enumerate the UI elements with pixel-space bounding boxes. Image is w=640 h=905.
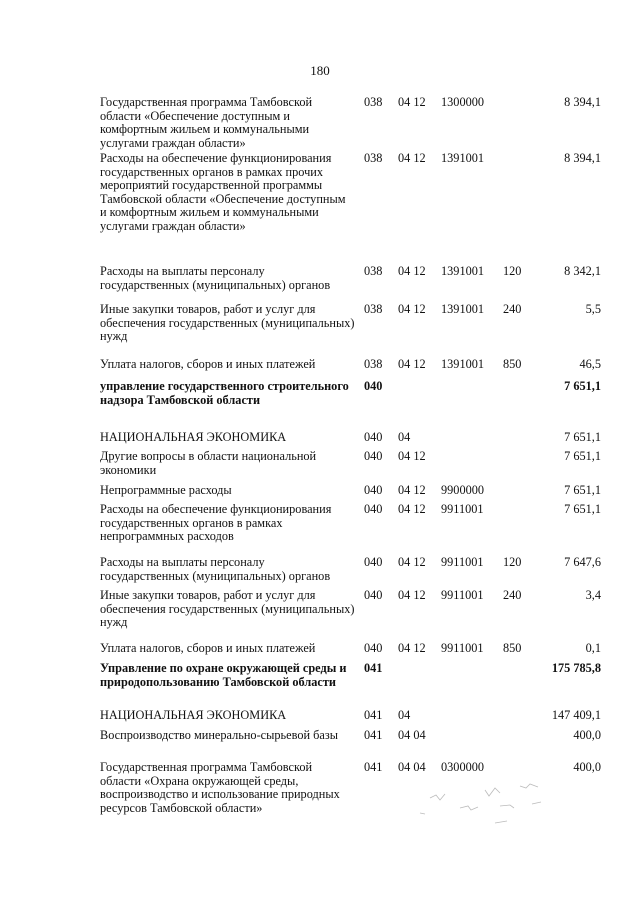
row-target-code: 9911001 (441, 555, 484, 569)
row-section-code: 04 12 (398, 357, 426, 371)
row-amount: 8 394,1 (564, 151, 601, 165)
row-expense-type: 240 (503, 302, 522, 316)
row-description: Государственная программа Тамбовской области «Обеспечение доступным и комфортным жильем и коммунальными услугами граждан области» (100, 95, 313, 150)
table-row (0, 503, 640, 556)
row-section-code: 04 12 (398, 449, 426, 463)
row-description: управление государственного строительного надзора Тамбовской области (100, 379, 349, 407)
table-row (0, 431, 640, 450)
row-grbs-code: 041 (364, 728, 383, 742)
row-description: НАЦИОНАЛЬНАЯ ЭКОНОМИКА (100, 708, 287, 722)
row-amount: 7 651,1 (564, 379, 601, 393)
row-description: Управление по охране окружающей среды и природопользованию Тамбовской области (100, 661, 347, 689)
row-grbs-code: 038 (364, 357, 383, 371)
row-target-code: 9911001 (441, 502, 484, 516)
row-expense-type: 240 (503, 588, 522, 602)
table-row (0, 556, 640, 589)
row-amount: 8 342,1 (564, 264, 601, 278)
table-row (0, 96, 640, 152)
row-section-code: 04 12 (398, 483, 426, 497)
row-grbs-code: 041 (364, 708, 383, 722)
row-description: Расходы на выплаты персоналу государственных (муниципальных) органов (100, 264, 331, 292)
row-expense-type: 120 (503, 555, 522, 569)
row-section-code: 04 04 (398, 760, 426, 774)
row-amount: 7 651,1 (564, 483, 601, 497)
row-description: Государственная программа Тамбовской области «Охрана окружающей среды, воспроизводство и использование природных ресурсов Тамбовской области» (100, 760, 340, 815)
row-section-code: 04 (398, 430, 411, 444)
table-row (0, 152, 640, 265)
row-target-code: 1391001 (441, 302, 485, 316)
row-target-code: 9911001 (441, 588, 484, 602)
row-amount: 8 394,1 (564, 95, 601, 109)
table-row (0, 265, 640, 303)
row-section-code: 04 12 (398, 95, 426, 109)
row-description: Воспроизводство минерально-сырьевой базы (100, 728, 338, 742)
row-section-code: 04 12 (398, 641, 426, 655)
row-grbs-code: 040 (364, 483, 383, 497)
row-description: Расходы на обеспечение функционирования государственных органов в рамках прочих мероприятий государственной программы Тамбовской области «Обеспечение доступным и комфортным жильем и коммунальными услугами граждан области» (100, 151, 346, 233)
row-target-code: 9911001 (441, 641, 484, 655)
row-amount: 147 409,1 (551, 708, 601, 722)
row-description: Иные закупки товаров, работ и услуг для обеспечения государственных (муниципальных) нужд (100, 302, 355, 344)
row-amount: 46,5 (579, 357, 601, 371)
row-target-code: 1391001 (441, 264, 485, 278)
row-description: Уплата налогов, сборов и иных платежей (100, 641, 316, 655)
table-row (0, 709, 640, 729)
row-grbs-code: 038 (364, 264, 383, 278)
row-section-code: 04 12 (398, 502, 426, 516)
row-grbs-code: 040 (364, 641, 383, 655)
row-expense-type: 120 (503, 264, 522, 278)
row-section-code: 04 12 (398, 151, 426, 165)
faint-stamp-marks (400, 768, 565, 828)
row-description: Иные закупки товаров, работ и услуг для обеспечения государственных (муниципальных) нужд (100, 588, 355, 630)
row-description: Уплата налогов, сборов и иных платежей (100, 357, 316, 371)
row-target-code: 9900000 (441, 483, 485, 497)
table-row (0, 729, 640, 761)
row-grbs-code: 040 (364, 555, 383, 569)
row-amount: 5,5 (585, 302, 601, 316)
row-description: Непрограммные расходы (100, 483, 232, 497)
row-section-code: 04 12 (398, 588, 426, 602)
row-amount: 400,0 (573, 728, 601, 742)
row-grbs-code: 040 (364, 588, 383, 602)
row-amount: 0,1 (585, 641, 601, 655)
row-section-code: 04 12 (398, 302, 426, 316)
row-grbs-code: 038 (364, 302, 383, 316)
row-target-code: 1391001 (441, 151, 485, 165)
row-amount: 7 647,6 (564, 555, 601, 569)
row-grbs-code: 040 (364, 379, 383, 393)
page-number: 180 (310, 63, 330, 78)
row-description: Расходы на обеспечение функционирования государственных органов в рамках непрограммных расходов (100, 502, 332, 544)
row-target-code: 1300000 (441, 95, 485, 109)
table-row (0, 589, 640, 642)
table-row (0, 450, 640, 484)
row-grbs-code: 040 (364, 430, 383, 444)
row-target-code: 0300000 (441, 760, 485, 774)
table-row (0, 380, 640, 431)
row-grbs-code: 038 (364, 95, 383, 109)
table-row (0, 484, 640, 503)
table-row (0, 662, 640, 709)
row-target-code: 1391001 (441, 357, 485, 371)
row-expense-type: 850 (503, 357, 522, 371)
table-row (0, 642, 640, 662)
row-amount: 3,4 (585, 588, 601, 602)
row-section-code: 04 (398, 708, 411, 722)
row-grbs-code: 041 (364, 661, 383, 675)
row-description: Другие вопросы в области национальной экономики (100, 449, 317, 477)
row-description: НАЦИОНАЛЬНАЯ ЭКОНОМИКА (100, 430, 287, 444)
row-grbs-code: 038 (364, 151, 383, 165)
table-row (0, 303, 640, 358)
row-grbs-code: 040 (364, 449, 383, 463)
row-expense-type: 850 (503, 641, 522, 655)
row-grbs-code: 040 (364, 502, 383, 516)
row-section-code: 04 12 (398, 264, 426, 278)
row-amount: 400,0 (573, 760, 601, 774)
row-amount: 7 651,1 (564, 430, 601, 444)
table-row (0, 358, 640, 380)
row-section-code: 04 12 (398, 555, 426, 569)
row-section-code: 04 04 (398, 728, 426, 742)
row-amount: 175 785,8 (551, 661, 601, 675)
row-amount: 7 651,1 (564, 502, 601, 516)
row-amount: 7 651,1 (564, 449, 601, 463)
row-grbs-code: 041 (364, 760, 383, 774)
row-description: Расходы на выплаты персоналу государственных (муниципальных) органов (100, 555, 331, 583)
